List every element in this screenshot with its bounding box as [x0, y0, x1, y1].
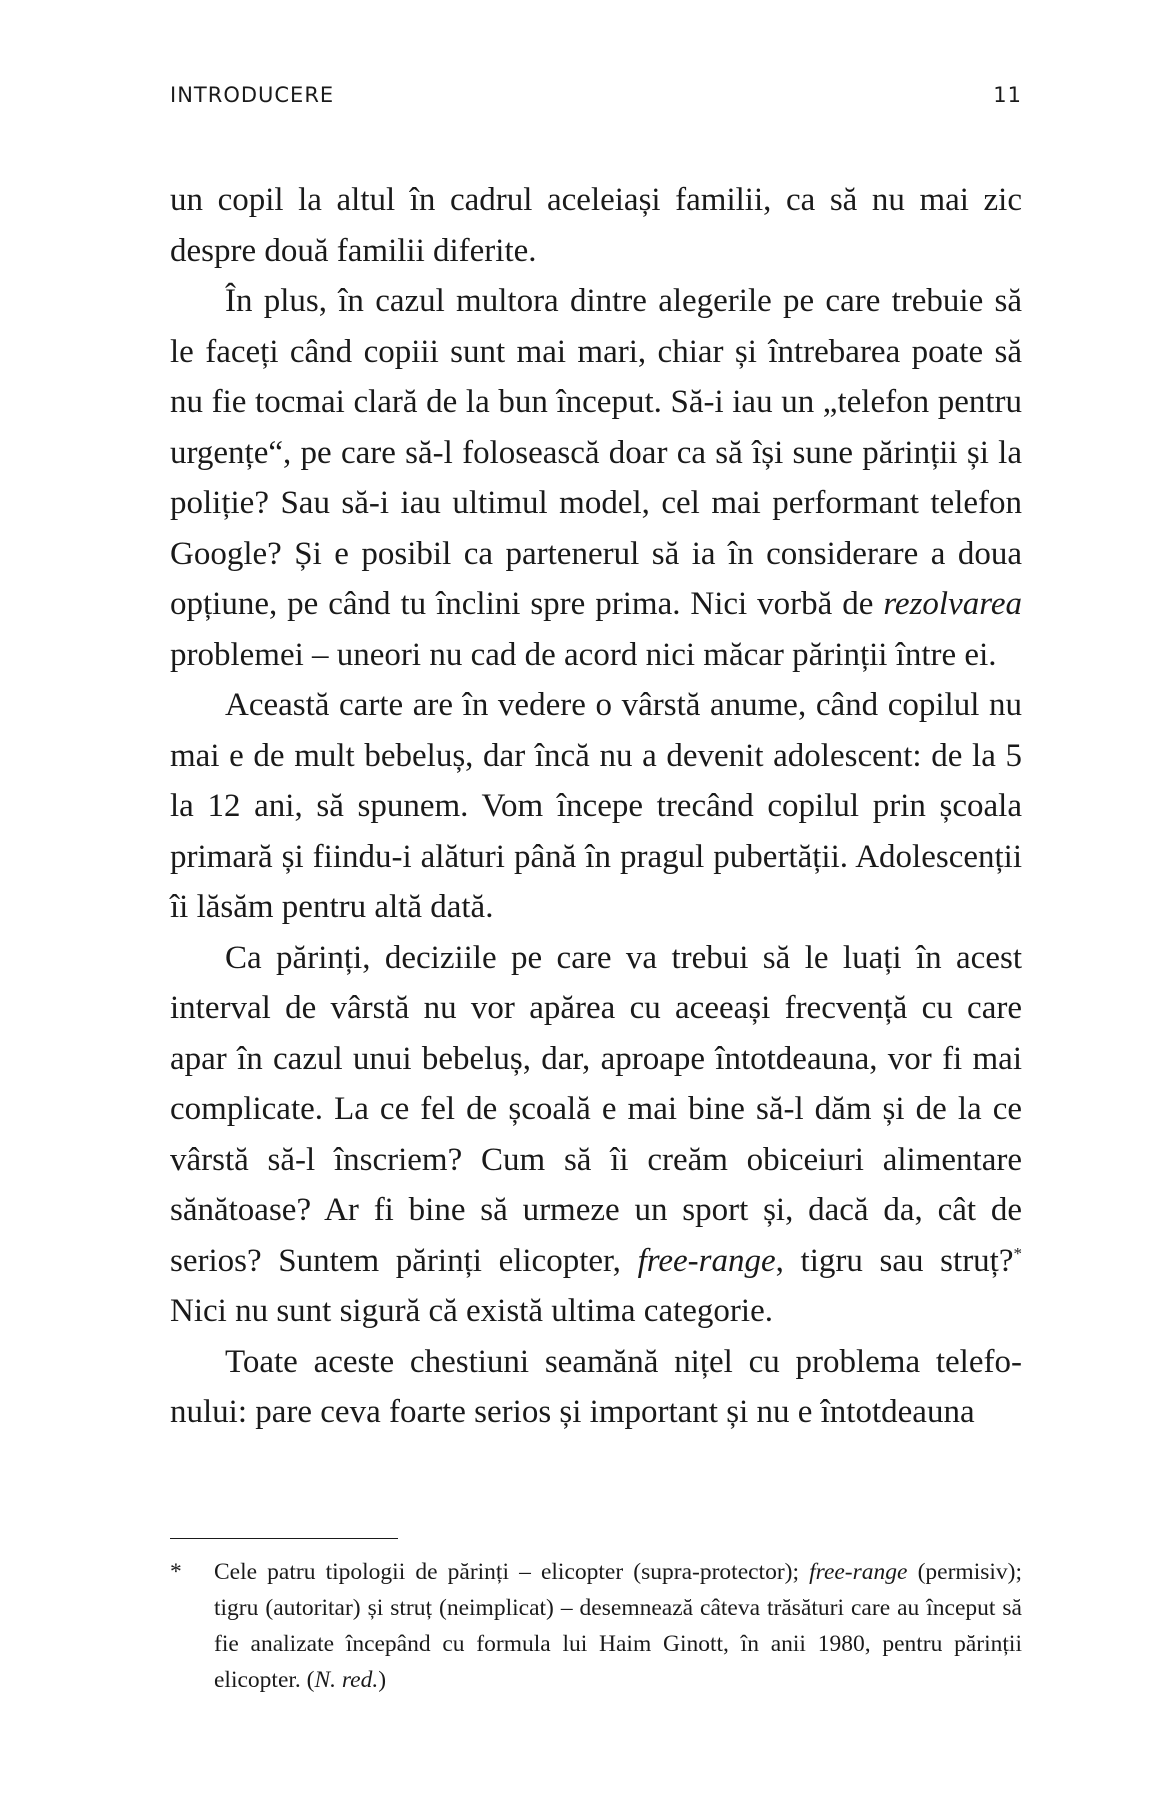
paragraph-4-text-c: Nici nu sunt sigură că există ultima categorie. [170, 1293, 773, 1329]
body-text [170, 175, 1022, 1438]
paragraph-4 [170, 933, 1022, 1337]
paragraph-3: Această carte are în vedere o vârstă anume, când copilul nu mai e de mult bebeluș, dar încă nu a devenit adolescent: de la 5 la 12 ani, să spunem. Vom începe trecând copilul prin școala primară și fiindu-i alături până în pragul pubertății. Adolescenții îi lăsăm pentru altă dată. [170, 687, 1022, 925]
footnote-marker: * [170, 1559, 182, 1585]
paragraph-1: un copil la altul în cadrul aceleiași familii, ca să nu mai zic despre două familii diferite. [170, 182, 1022, 269]
paragraph-4-text-b: , tigru sau struț? [775, 1242, 1014, 1279]
footnote-text-a: Cele patru tipologii de părinți – elicopter (supra-protector); [214, 1559, 810, 1585]
footnote-italic-1: free-range [809, 1559, 908, 1585]
running-head [170, 80, 1022, 110]
section-title: INTRODUCERE [170, 83, 335, 107]
paragraph-5: Toate aceste chestiuni seamănă nițel cu problema telefonului: pare ceva foarte serios și important și nu e întotdeauna [170, 1343, 1022, 1430]
page-number: 11 [993, 83, 1022, 107]
footnote-text-c: ) [378, 1667, 387, 1693]
paragraph-2-text-b: problemei – uneori nu cad de acord nici măcar părinții între ei. [170, 636, 997, 673]
paragraph-4-text-a: Ca părinți, deciziile pe care va trebui să le luați în acest interval de vârstă nu vor apărea cu aceeași frecvență cu care apar în cazul unui bebeluș, dar, aproape întotdeauna, vor fi mai complicate. La ce fel de școală e mai bine să-l dăm și de la ce vârstă să-l înscriem? Cum să îi creăm obiceiuri alimentare sănătoase? Ar fi bine să urmeze un sport și, dacă da, cât de serios? Suntem părinți elicopter, [170, 939, 1022, 1279]
paragraph-2-text-a: În plus, în cazul multora dintre alegerile pe care trebuie să le faceți când copiii sunt mai mari, chiar și întrebarea poate să nu fie tocmai clară de la bun început. Să-i iau un „telefon pentru urgențe“, pe care să-l folosească doar ca să își sune părinții și la poliție? Sau să-i iau ultimul model, cel mai performant telefon Google? Și e posibil ca partenerul să ia în considerare a doua opțiune, pe când tu înclini spre prima. Nici vorbă de [170, 283, 1022, 622]
paragraph-4-italic: free-range [637, 1242, 776, 1279]
footnote-text [214, 1554, 1022, 1698]
footnote-divider [170, 1538, 398, 1539]
footnote-italic-2: N. red. [314, 1667, 379, 1693]
footnote [170, 1554, 1022, 1698]
paragraph-2-italic: rezolvarea [883, 586, 1022, 622]
footnote-text-b: (permisiv); tigru (autoritar) și struț (neimplicat) – desemnează câteva trăsături care au început să fie analizate începând cu formula lui Haim Ginott, în anii 1980, pentru părinții elicopter. ( [214, 1559, 1023, 1693]
paragraph-2 [170, 276, 1022, 680]
footnote-reference[interactable]: * [1013, 1243, 1022, 1263]
